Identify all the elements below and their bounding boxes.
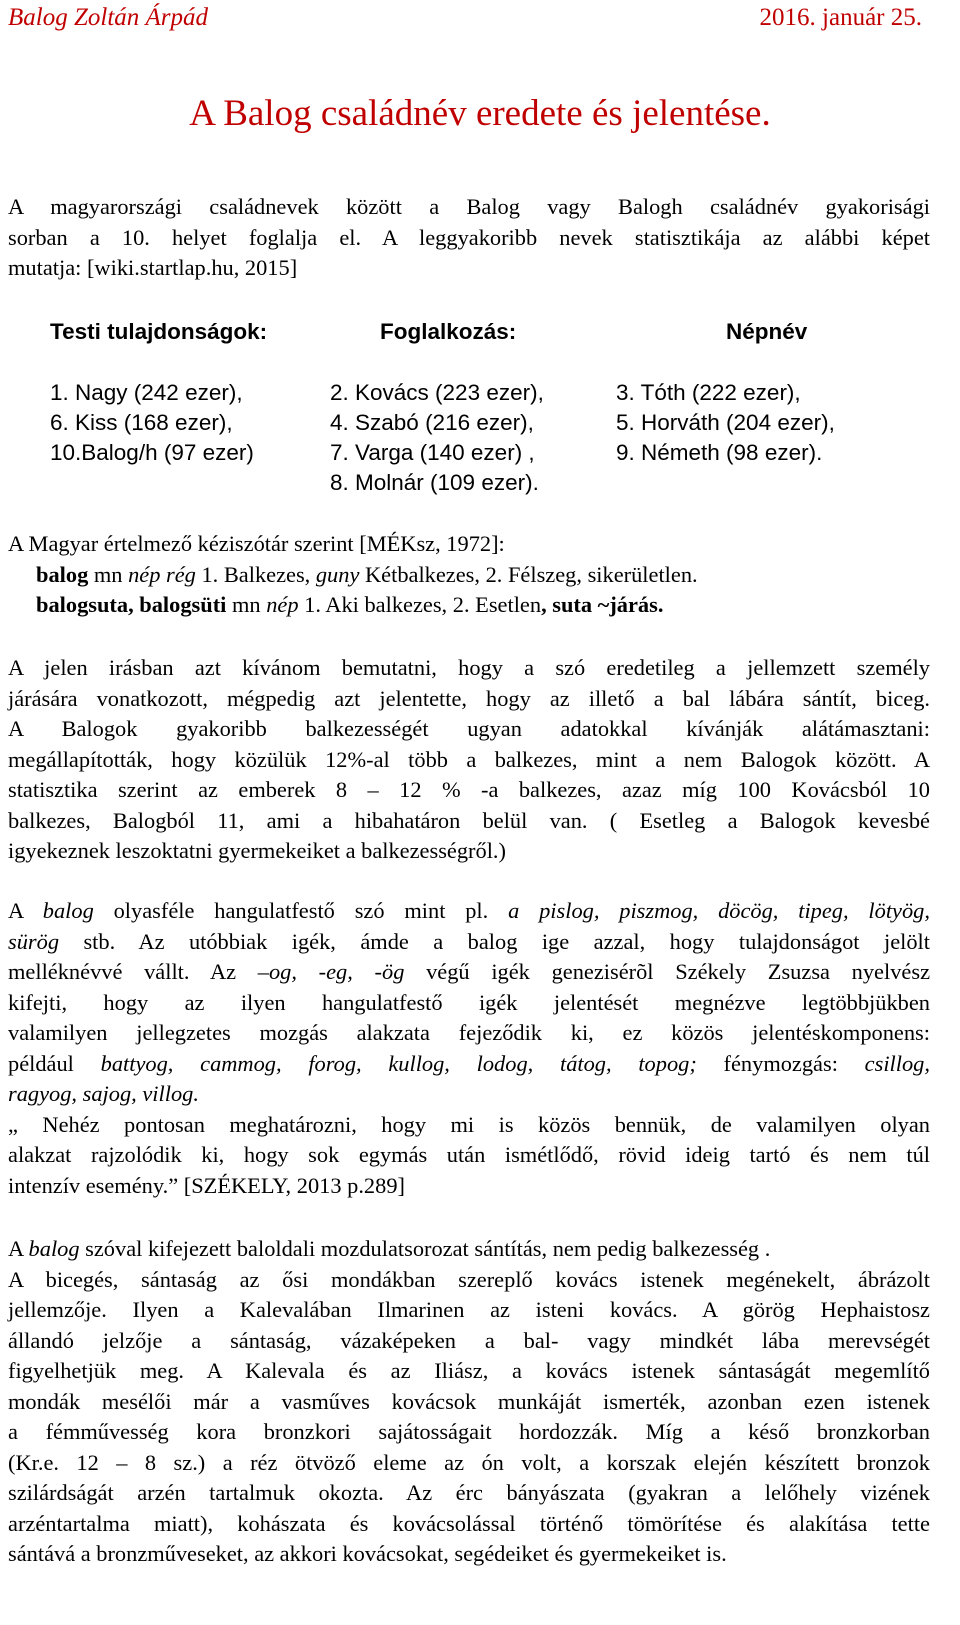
text-run: stb. Az utóbbiak igék, ámde a balog ige azzal, hogy tulajdonságot jelölt bbox=[59, 928, 930, 954]
dictionary-intro: A Magyar értelmező kéziszótár szerint [MÉKsz, 1972]: bbox=[8, 531, 505, 556]
text-run: balog bbox=[42, 898, 94, 923]
dictionary-entry-balog bbox=[8, 560, 930, 591]
text-run: –og, -eg, -ög bbox=[257, 959, 405, 984]
paragraph-line: szilárdságát arzén tartalmuk okozta. Az érc bányászata (gyakran a lelőhely vizének bbox=[8, 1480, 930, 1505]
table-cell: 1. Nagy (242 ezer), bbox=[50, 380, 243, 405]
paragraph-line: „ Nehéz pontosan meghatározni, hogy mi is közös bennük, de valamilyen olyan bbox=[8, 1111, 930, 1137]
paragraph-1 bbox=[8, 653, 930, 867]
text-run: a pislog, piszmog, döcög, tipeg, lötyög, bbox=[508, 898, 930, 923]
text-run: battyog, cammog, forog, kullog, lodog, tátog, topog; bbox=[100, 1050, 697, 1076]
text-run: szóval kifejezett baloldali mozdulatsorozat sántítás, nem pedig balkezesség . bbox=[79, 1236, 771, 1261]
column-header-occupation: Foglalkozás: bbox=[380, 319, 517, 344]
entry-definition: Kétbalkezes, 2. Félszeg, sikerületlen. bbox=[359, 561, 698, 587]
intro-line: sorban a 10. helyet foglalja el. A leggyakoribb nevek statisztikája az alábbi képet bbox=[8, 224, 930, 250]
paragraph-line: figyelhetjük meg. A Kalevala és az Iliász, a kovács istenek sántaságát megemlítő bbox=[8, 1358, 930, 1383]
entry-tag: guny bbox=[315, 561, 360, 587]
header-date: 2016. január 25. bbox=[759, 4, 922, 31]
paragraph-line: alakzat rajzolódik ki, hogy sok egymás után ismétlődő, rövid ideig tartó és nem túl bbox=[8, 1142, 930, 1167]
paragraph-line: valamilyen jellegzetes mozgás alakzata fejeződik ki, ez közös jelentéskomponens: bbox=[8, 1020, 930, 1045]
entry-tag: nép rég bbox=[128, 561, 196, 587]
table-row bbox=[50, 410, 930, 440]
text-run: csillog, bbox=[864, 1050, 930, 1076]
paragraph-line: arzéntartalma miatt), kohászata és kovácsolással történő tömörítése és alakítása tette bbox=[8, 1510, 930, 1536]
paragraph-line bbox=[8, 1079, 930, 1110]
intro-paragraph bbox=[8, 192, 930, 284]
table-row bbox=[50, 380, 930, 410]
paragraph-line bbox=[8, 896, 930, 927]
paragraph-line: megállapították, hogy közülük 12%-al több a balkezes, mint a nem Balogok között. A bbox=[8, 746, 930, 772]
paragraph-line: A Balogok gyakoribb balkezességét ugyan adatokkal kívánják alátámasztani: bbox=[8, 716, 930, 741]
table-cell: 9. Németh (98 ezer). bbox=[616, 440, 823, 465]
paragraph-line: (Kr.e. 12 – 8 sz.) a réz ötvöző eleme az ón volt, a korszak elején készített bronzok bbox=[8, 1449, 930, 1475]
entry-tag: nép bbox=[266, 592, 299, 617]
entry-pos: mn bbox=[226, 592, 267, 617]
text-run: balog bbox=[28, 1236, 80, 1261]
table-cell: 3. Tóth (222 ezer), bbox=[616, 380, 801, 405]
entry-definition: 1. Aki balkezes, 2. Esetlen bbox=[298, 592, 542, 617]
paragraph-3 bbox=[8, 1234, 930, 1570]
paragraph-line: statisztika szerint az emberek 8 – 12 % -a balkezes, azaz míg 100 Kovácsból 10 bbox=[8, 777, 930, 802]
table-cell: 7. Varga (140 ezer) , bbox=[330, 440, 535, 465]
intro-line: A magyarországi családnevek között a Balog vagy Balogh családnév gyakorisági bbox=[8, 194, 930, 219]
entry-headword: balogsuta, balogsüti bbox=[36, 592, 227, 617]
paragraph-2 bbox=[8, 896, 930, 1201]
table-row bbox=[50, 470, 930, 500]
table-headers bbox=[50, 319, 930, 351]
entry-pos: mn bbox=[88, 561, 129, 587]
text-run: ragyog, sajog, villog. bbox=[8, 1081, 199, 1106]
text-run: A bbox=[8, 898, 43, 923]
text-run: olyasféle hangulatfestő szó mint pl. bbox=[93, 898, 509, 923]
paragraph-line: intenzív esemény.” [SZÉKELY, 2013 p.289] bbox=[8, 1172, 405, 1198]
paragraph-line: állandó jelzője a sántaság, vázaképeken a bal- vagy mindkét lába merevségét bbox=[8, 1327, 930, 1353]
entry-headword: balog bbox=[36, 561, 89, 587]
text-run: A bbox=[8, 1236, 29, 1261]
header-author: Balog Zoltán Árpád bbox=[8, 4, 209, 31]
text-run: végű igék genezisérõl Székely Zsuzsa nyelvész bbox=[404, 959, 931, 984]
paragraph-line: kifejti, hogy az ilyen hangulatfestő igék jelentését megnézve legtöbbjükben bbox=[8, 989, 930, 1015]
table-cell: 10.Balog/h (97 ezer) bbox=[50, 440, 254, 465]
paragraph-line: járására vonatkozott, mégpedig azt jelentette, hogy az illető a bal lábára sántít, biceg. bbox=[8, 685, 930, 711]
paragraph-line: A bicegés, sántaság az ősi mondákban szereplő kovács istenek megénekelt, ábrázolt bbox=[8, 1266, 930, 1292]
document-title: A Balog családnév eredete és jelentése. bbox=[189, 93, 771, 134]
paragraph-line: a fémművesség kora bronzkori sajátosságait hordozzák. Míg a késő bronzkorban bbox=[8, 1419, 930, 1444]
paragraph-line bbox=[8, 957, 930, 988]
paragraph-line bbox=[8, 1234, 930, 1265]
text-run: melléknévvé vállt. Az bbox=[8, 959, 258, 984]
paragraph-line: balkezes, Balogból 11, ami a hibahatáron belül van. ( Esetleg a Balogok kevesbé bbox=[8, 807, 930, 833]
table-row bbox=[50, 440, 930, 470]
table-cell: 8. Molnár (109 ezer). bbox=[330, 470, 539, 495]
dictionary-quote bbox=[8, 529, 930, 621]
paragraph-line: jellemzője. Ilyen a Kalevalában Ilmarinen az isteni kovács. A görög Hephaistosz bbox=[8, 1297, 930, 1322]
text-run: fénymozgás: bbox=[696, 1050, 865, 1076]
table-cell: 2. Kovács (223 ezer), bbox=[330, 380, 544, 405]
column-header-physical: Testi tulajdonságok: bbox=[50, 319, 268, 344]
table-cell: 5. Horváth (204 ezer), bbox=[616, 410, 835, 435]
intro-line: mutatja: [wiki.startlap.hu, 2015] bbox=[8, 255, 298, 280]
dictionary-entry-balogsuta bbox=[8, 590, 930, 621]
table-cell: 4. Szabó (216 ezer), bbox=[330, 410, 534, 435]
paragraph-line bbox=[8, 1049, 930, 1080]
entry-example: , suta ~járás. bbox=[541, 592, 664, 617]
paragraph-line: mondák mesélői már a vasműves kovácsok munkáját ismerték, azonban ezen istenek bbox=[8, 1388, 930, 1414]
text-run: például bbox=[8, 1050, 101, 1076]
column-header-ethnonym: Népnév bbox=[726, 319, 808, 344]
paragraph-line bbox=[8, 927, 930, 958]
table-cell: 6. Kiss (168 ezer), bbox=[50, 410, 233, 435]
text-run: sürög bbox=[8, 928, 60, 954]
surname-frequency-table bbox=[50, 380, 930, 500]
paragraph-line: sántává a bronzműveseket, az akkori kovácsokat, segédeiket és gyermekeiket is. bbox=[8, 1541, 727, 1566]
paragraph-line: A jelen irásban azt kívánom bemutatni, hogy a szó eredetileg a jellemzett személy bbox=[8, 655, 930, 680]
entry-definition: 1. Balkezes, bbox=[195, 561, 316, 587]
paragraph-line: igyekeznek leszoktatni gyermekeiket a balkezességről.) bbox=[8, 838, 506, 863]
